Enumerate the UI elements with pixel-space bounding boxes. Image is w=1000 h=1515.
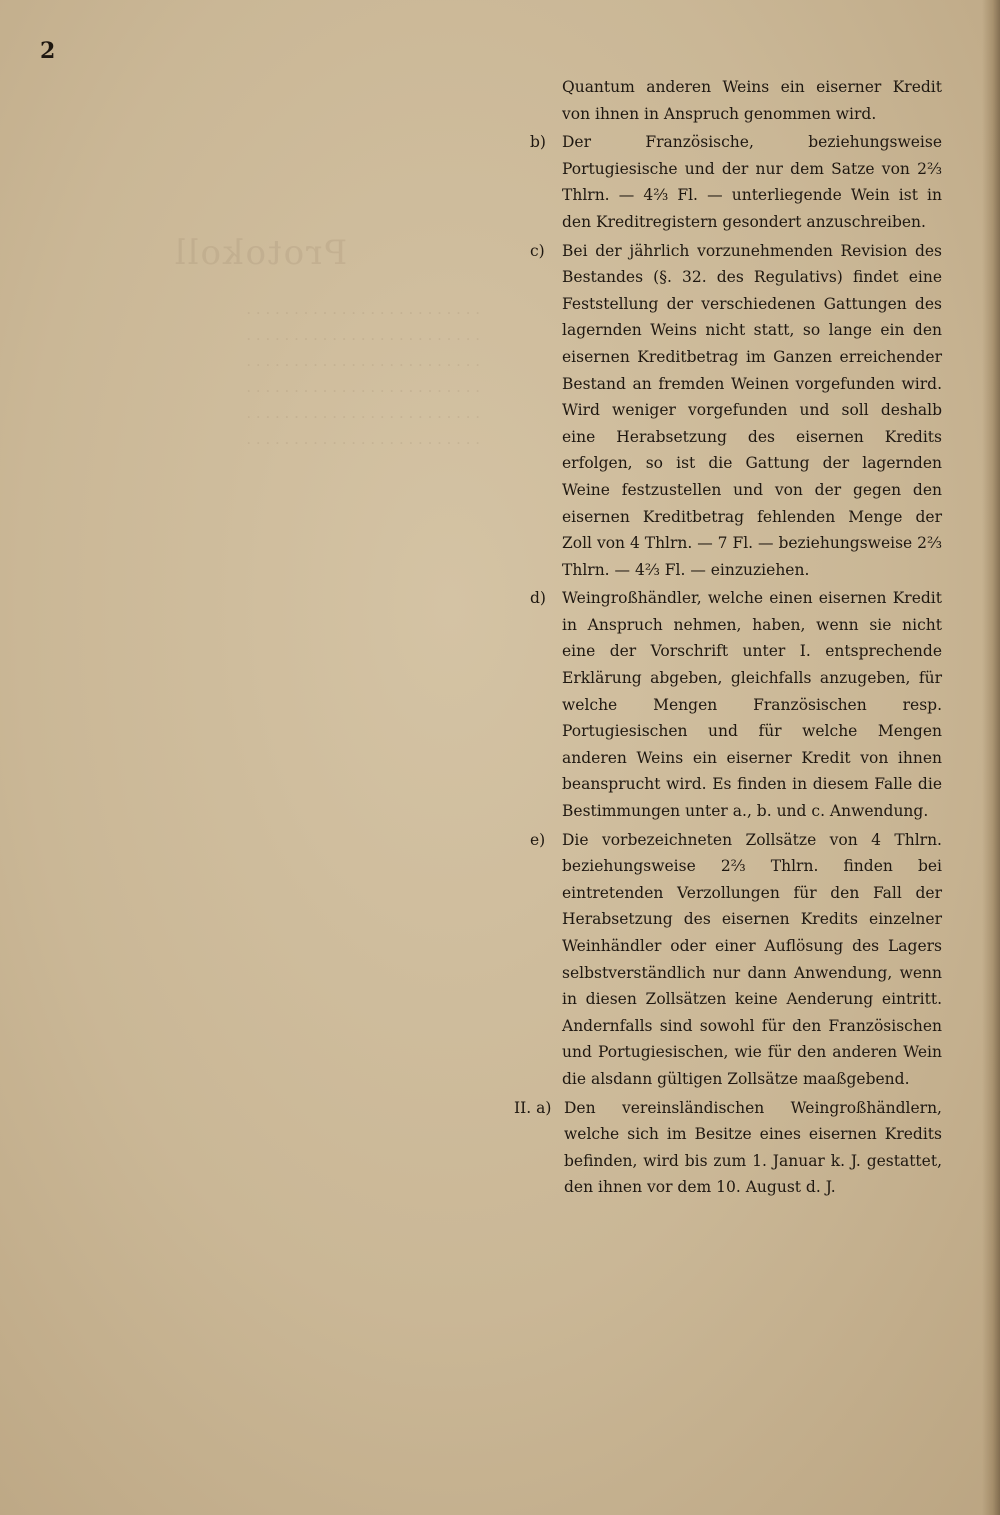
paragraph-c	[530, 238, 942, 584]
paragraph-text: Der Französische, beziehungsweise Portugiesische und der nur dem Satze von 2⅔ Thlrn. — 4⅔ Fl. — unterliegende Wein ist in den Kreditregistern gesondert anzuschreiben.	[562, 133, 942, 231]
paragraph-label: d)	[530, 589, 546, 608]
paragraph-label: b)	[530, 133, 546, 152]
paragraph-b	[530, 129, 942, 235]
paragraph-text: Den vereinsländischen Weingroßhändlern, welche sich im Besitze eines eisernen Kredits befinden, wird bis zum 1. Januar k. J. gestattet, den ihnen vor dem 10. August d. J.	[564, 1098, 942, 1197]
paragraph-II-a	[514, 1095, 942, 1201]
bleed-through-texture: Protokoll . . . . . . . . . . . . . . . . . . . . . . . . . . . . . . . . . . . . . . . . . . . . . . . . . . . . . . . . . . . . . . . . . . . . . . . . . . . . . . . . . . . . . . . . . . . . . . . . . . . . . . . . . . . . . . . . . . . . . . . . . . . . . . . . . . . . . . . . . . . . . . . . . . . . . .	[172, 233, 480, 448]
paragraph-continuation	[530, 74, 942, 127]
paragraph-d	[530, 585, 942, 824]
paragraph-text: Die vorbezeichneten Zollsätze von 4 Thlrn. beziehungsweise 2⅔ Thlrn. finden bei eintretenden Verzollungen für den Fall der Herabsetzung des eisernen Kredits einzelner Weinhändler oder einer Auflösung des Lagers selbstverständlich nur dann Anwendung, wenn in diesen Zollsätzen keine Aenderung eintritt. Andernfalls sind sowohl für den Französischen und Portugiesischen, wie für den anderen Wein die alsdann gültigen Zollsätze maaßgebend.	[562, 830, 942, 1088]
page-number: 2	[40, 38, 56, 64]
paragraph-text: Bei der jährlich vorzunehmenden Revision des Bestandes (§. 32. des Regulativs) findet eine Feststellung der verschiedenen Gattungen des lagernden Weins nicht statt, so lange ein den eisernen Kreditbetrag im Ganzen erreichender Bestand an fremden Weinen vorgefunden wird. Wird weniger vorgefunden und soll deshalb eine Herabsetzung des eisernen Kredits erfolgen, so ist die Gattung der lagernden Weine festzustellen und von der gegen den eisernen Kreditbetrag fehlenden Menge der Zoll von 4 Thlrn. — 7 Fl. — beziehungsweise 2⅔ Thlrn. — 4⅔ Fl. — einzuziehen.	[562, 241, 943, 579]
paragraph-text: Weingroßhändler, welche einen eisernen Kredit in Anspruch nehmen, haben, wenn sie nicht eine der Vorschrift unter I. entsprechende Erklärung abgeben, gleichfalls anzugeben, für welche Mengen Französischen resp. Portugiesischen und für welche Mengen anderen Weins ein eiserner Kredit von ihnen beansprucht wird. Es finden in diesem Falle die Bestimmungen unter a., b. und c. Anwendung.	[562, 589, 942, 821]
paragraph-text: Quantum anderen Weins ein eiserner Kredit von ihnen in Anspruch genommen wird.	[562, 78, 942, 123]
paragraph-label: e)	[530, 830, 546, 849]
text-column	[514, 74, 943, 1203]
page-binding-edge	[982, 0, 1000, 1515]
paragraph-e	[530, 827, 942, 1093]
paragraph-label: c)	[530, 241, 545, 260]
paragraph-label: II. a)	[514, 1098, 552, 1117]
